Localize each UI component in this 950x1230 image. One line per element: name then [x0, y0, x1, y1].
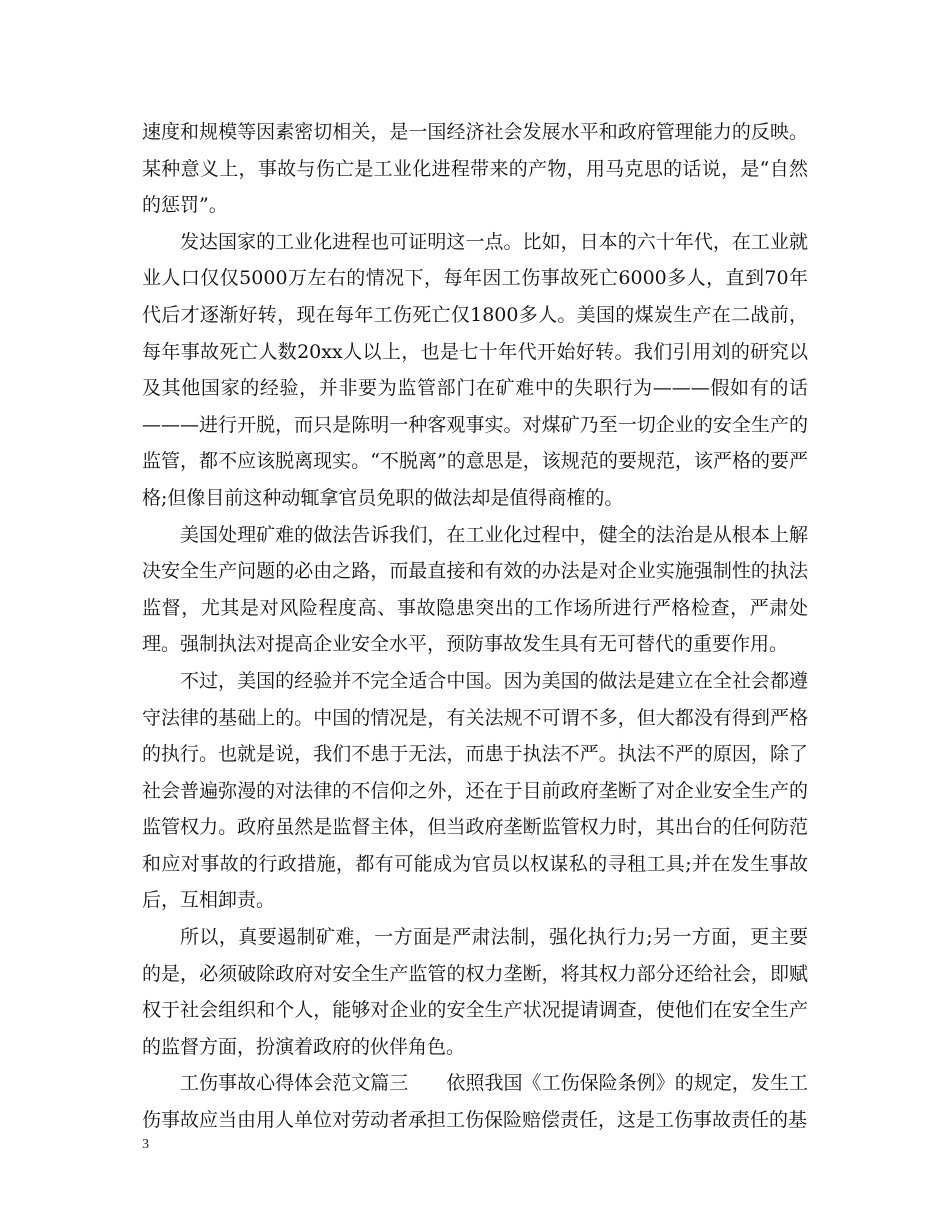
paragraph-essay-three: 工伤事故心得体会范文篇三 依照我国《工伤保险条例》的规定，发生工伤事故应当由用人单位对劳动者承担工伤保险赔偿责任，这是工伤事故责任的基: [142, 1072, 808, 1132]
paragraph-china-situation: 不过，美国的经验并不完全适合中国。因为美国的做法是建立在全社会都遵守法律的基础上的。中国的情况是，有关法规不可谓不多，但大都没有得到严格的执行。也就是说，我们不患于无法，而患于执法不严。执法不严的原因，除了社会普遍弥漫的对法律的不信仰之外，还在于目前政府垄断了对企业安全生产的监管权力。政府虽然是监督主体，但当政府垄断监管权力时，其出台的任何防范和应对事故的行政措施，都有可能成为官员以权谋私的寻租工具;并在发生事故后，互相卸责。: [142, 669, 808, 912]
paragraph-continuation: 速度和规模等因素密切相关，是一国经济社会发展水平和政府管理能力的反映。某种意义上，事故与伤亡是工业化进程带来的产物，用马克思的话说，是“自然的惩罚”。: [142, 121, 808, 217]
document-body: [142, 114, 808, 1139]
paragraph-conclusion: 所以，真要遏制矿难，一方面是严肃法制，强化执行力;另一方面，更主要的是，必须破除政府对安全生产监管的权力垄断，将其权力部分还给社会，即赋权于社会组织和个人，能够对企业的安全生产状况提请调查，使他们在安全生产的监督方面，扮演着政府的伙伴角色。: [142, 926, 808, 1058]
paragraph-industrialization: 发达国家的工业化进程也可证明这一点。比如，日本的六十年代，在工业就业人口仅仅5000万左右的情况下，每年因工伤事故死亡6000多人，直到70年代后才逐渐好转，现在每年工伤死亡仅1800多人。美国的煤炭生产在二战前，每年事故死亡人数20xx人以上，也是七十年代开始好转。我们引用刘的研究以及其他国家的经验，并非要为监管部门在矿难中的失职行为———假如有的话———进行开脱，而只是陈明一种客观事实。对煤矿乃至一切企业的安全生产的监管，都不应该脱离现实。“不脱离”的意思是，该规范的要规范，该严格的要严格;但像目前这种动辄拿官员免职的做法却是值得商榷的。: [142, 230, 808, 509]
paragraph-us-approach: 美国处理矿难的做法告诉我们，在工业化过程中，健全的法治是从根本上解决安全生产问题的必由之路，而最直接和有效的办法是对企业实施强制性的执法监督，尤其是对风险程度高、事故隐患突出的工作场所进行严格检查，严肃处理。强制执法对提高企业安全水平，预防事故发生具有无可替代的重要作用。: [142, 523, 808, 656]
page-number: 3: [142, 1137, 149, 1152]
